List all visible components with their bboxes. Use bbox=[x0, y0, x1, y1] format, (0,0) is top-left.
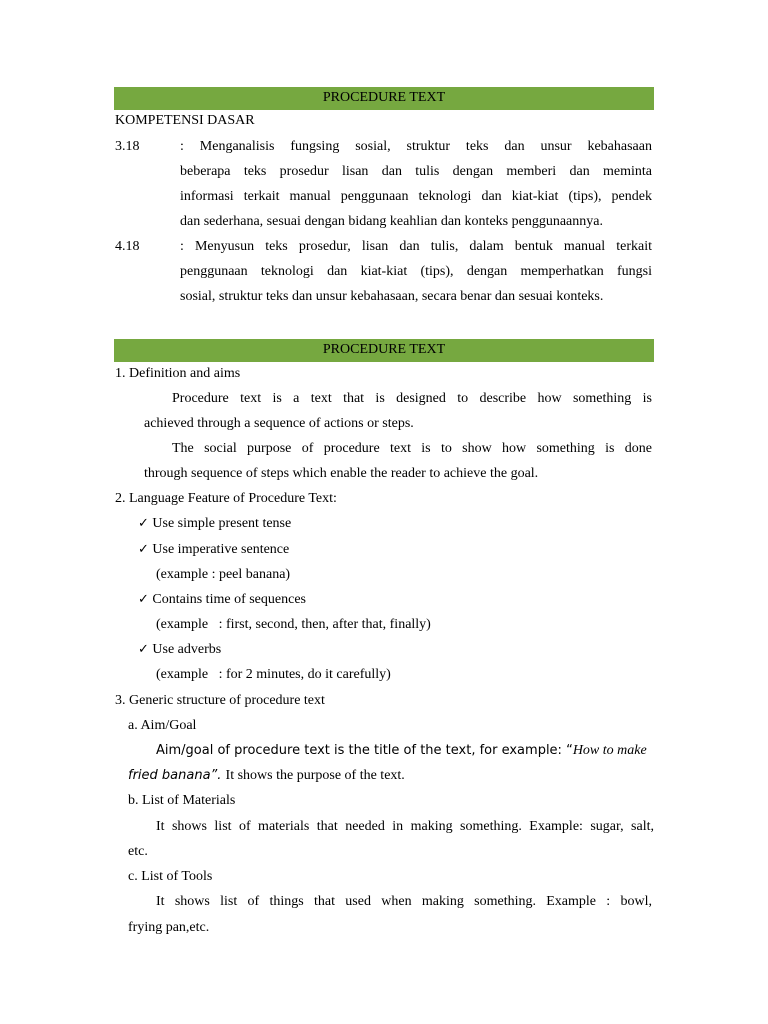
section-heading: 2. Language Feature of Procedure Text: bbox=[115, 491, 337, 506]
kd-item-line: beberapa teks prosedur lisan dan tulis dengan memberi dan meminta bbox=[180, 164, 652, 179]
list-example: (example : peel banana) bbox=[156, 567, 291, 582]
list-item: ✓ Contains time of sequences bbox=[138, 592, 306, 607]
paragraph-line: The social purpose of procedure text is to show how something is done bbox=[172, 441, 652, 456]
list-item: ✓ Use imperative sentence bbox=[138, 542, 290, 557]
kd-item-line: informasi terkait manual penggunaan teknologi dan kiat-kiat (tips), pendek bbox=[180, 189, 652, 204]
subsection-label: c. List of Tools bbox=[128, 869, 213, 884]
subsection-label: a. Aim/Goal bbox=[128, 718, 197, 733]
section-banner-procedure: PROCEDURE TEXT bbox=[114, 339, 654, 362]
list-item: ✓ Use adverbs bbox=[138, 642, 222, 657]
kd-item-line: dan sederhana, sesuai dengan bidang keahlian dan konteks penggunaannya. bbox=[180, 214, 603, 229]
section-banner-kompetensi: PROCEDURE TEXT bbox=[114, 87, 654, 110]
subsection-label: b. List of Materials bbox=[128, 793, 236, 808]
paragraph-line: through sequence of steps which enable the reader to achieve the goal. bbox=[144, 466, 539, 481]
list-example: (example : first, second, then, after that, finally) bbox=[156, 617, 431, 632]
checkmark-icon: ✓ bbox=[138, 592, 149, 607]
paragraph-line: It shows list of materials that needed in making something. Example: sugar, salt, bbox=[156, 819, 654, 834]
paragraph-line: etc. bbox=[128, 844, 148, 859]
kd-item-line: penggunaan teknologi dan kiat-kiat (tips), dengan memperhatkan fungsi bbox=[180, 264, 652, 279]
paragraph-line: fried banana”. It shows the purpose of the text. bbox=[128, 768, 405, 783]
section-heading: 3. Generic structure of procedure text bbox=[115, 693, 325, 708]
paragraph-line: Procedure text is a text that is designed to describe how something is bbox=[172, 391, 652, 406]
section-heading: 1. Definition and aims bbox=[115, 366, 241, 381]
kd-item-line: : Menyusun teks prosedur, lisan dan tulis, dalam bentuk manual terkait bbox=[180, 239, 652, 254]
checkmark-icon: ✓ bbox=[138, 642, 149, 657]
kd-item-number: 4.18 bbox=[115, 239, 140, 254]
paragraph-line: frying pan,etc. bbox=[128, 920, 210, 935]
paragraph-line: It shows list of things that used when making something. Example : bowl, bbox=[156, 894, 652, 909]
kd-item-line: : Menganalisis fungsing sosial, struktur teks dan unsur kebahasaan bbox=[180, 139, 652, 154]
kd-heading: KOMPETENSI DASAR bbox=[115, 113, 255, 128]
list-item: ✓ Use simple present tense bbox=[138, 516, 292, 531]
checkmark-icon: ✓ bbox=[138, 542, 149, 557]
paragraph-line: achieved through a sequence of actions or steps. bbox=[144, 416, 414, 431]
checkmark-icon: ✓ bbox=[138, 516, 149, 531]
kd-item-number: 3.18 bbox=[115, 139, 140, 154]
kd-item-line: sosial, struktur teks dan unsur kebahasaan, secara benar dan sesuai konteks. bbox=[180, 289, 604, 304]
paragraph-line: Aim/goal of procedure text is the title of the text, for example: “How to make bbox=[156, 743, 647, 758]
list-example: (example : for 2 minutes, do it carefully) bbox=[156, 667, 391, 682]
